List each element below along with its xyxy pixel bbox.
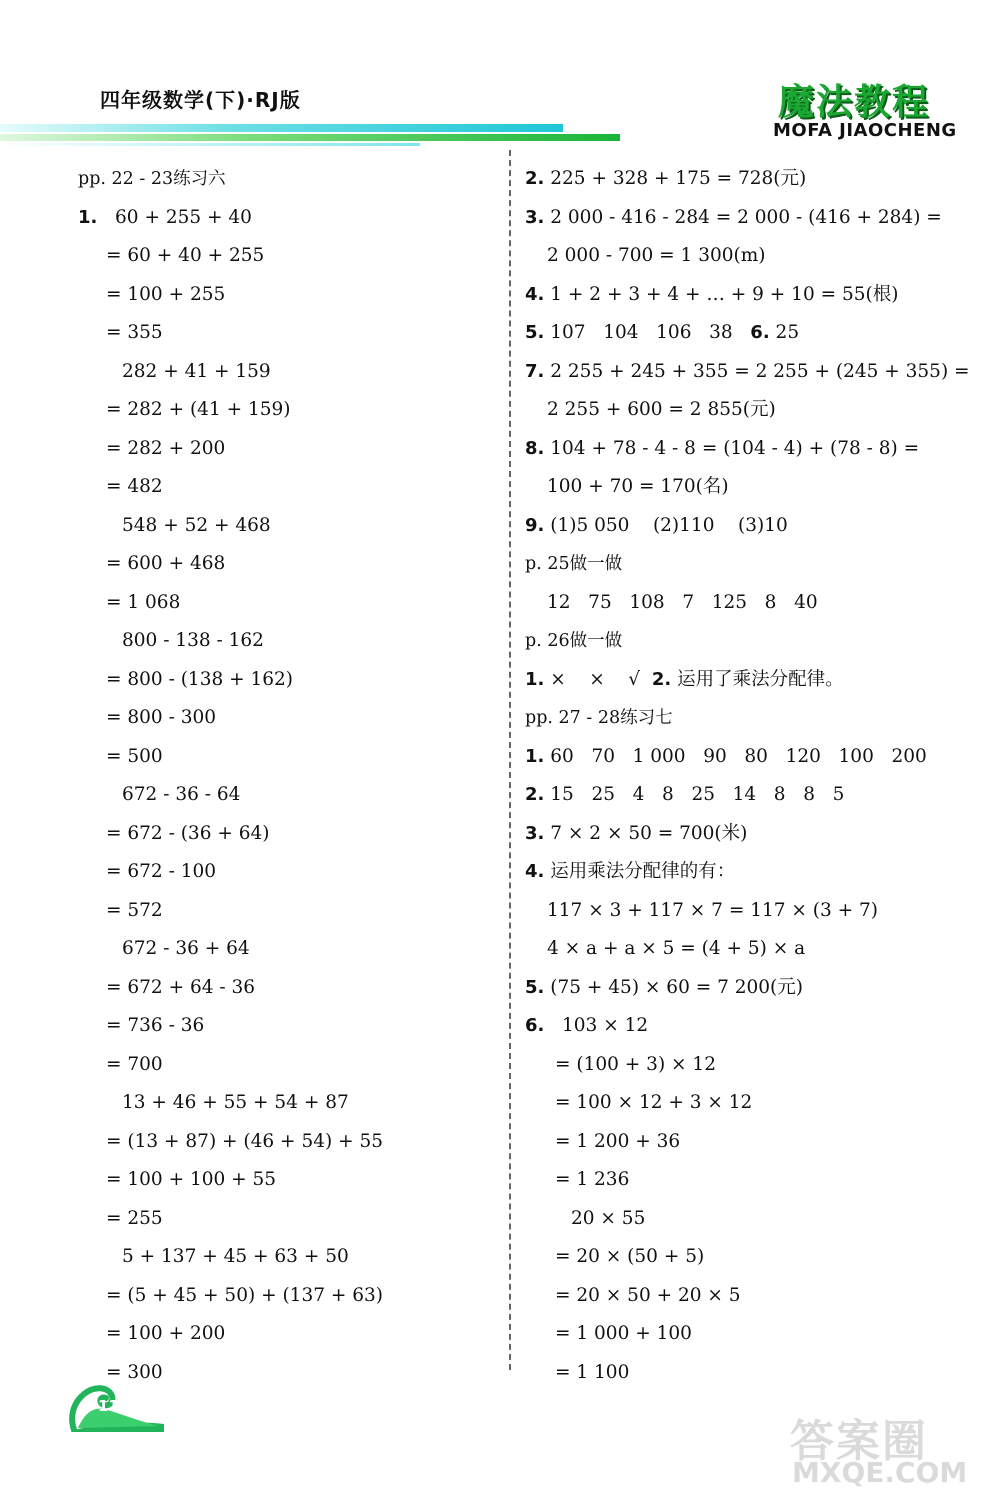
answer-text: pp. 27 - 28练习七: [525, 708, 673, 728]
answer-line: [525, 1277, 965, 1316]
answer-text: p. 26做一做: [525, 631, 623, 651]
answer-line: [78, 969, 518, 1008]
answer-line: [78, 1277, 518, 1316]
answer-line: [525, 699, 965, 738]
answer-text: 282 + 41 + 159: [122, 360, 271, 382]
answer-text: = 572: [106, 899, 163, 921]
answer-line: [525, 1354, 965, 1393]
answer-text: 60 + 255 + 40: [97, 206, 252, 228]
answer-text: 2 000 - 700 = 1 300(m): [547, 245, 766, 266]
answer-text: = 100 + 100 + 55: [106, 1169, 277, 1190]
answer-text: (75 + 45) × 60 = 7 200(元): [544, 976, 803, 998]
answer-text: 100 + 70 = 170(名): [547, 476, 729, 497]
answer-line: [525, 545, 965, 584]
answer-text: 运用了乘法分配律。: [671, 668, 844, 690]
answer-line: [525, 430, 965, 469]
answer-line: [78, 1046, 518, 1085]
answer-text: 104 + 78 - 4 - 8 = (104 - 4) + (78 - 8) =: [544, 437, 920, 459]
column-divider: [509, 150, 511, 1370]
answer-text: 5 + 137 + 45 + 63 + 50: [122, 1246, 349, 1267]
answer-text: 1 + 2 + 3 + 4 + … + 9 + 10 = 55(根): [544, 283, 899, 305]
answer-line: [78, 237, 518, 276]
answer-text: = 800 - (138 + 162): [106, 668, 294, 690]
answer-line: [78, 1315, 518, 1354]
answer-line: [78, 1200, 518, 1239]
answer-line: [525, 622, 965, 661]
answer-text: = 282 + (41 + 159): [106, 399, 291, 420]
answer-line: [78, 699, 518, 738]
answer-text: = 20 × 50 + 20 × 5: [555, 1284, 741, 1306]
answer-text: 12 75 108 7 125 8 40: [547, 591, 818, 613]
answer-text: = 482: [106, 476, 163, 497]
question-number: 1.: [78, 206, 98, 228]
answer-line: [78, 776, 518, 815]
answer-line: [525, 969, 965, 1008]
question-number: 7.: [525, 360, 545, 382]
answer-text: p. 25做一做: [525, 554, 623, 574]
answer-text: 运用乘法分配律的有：: [544, 861, 736, 882]
answer-line: [525, 1007, 965, 1046]
answer-line: [525, 468, 965, 507]
answer-text: 117 × 3 + 117 × 7 = 117 × (3 + 7): [547, 899, 879, 921]
answer-text: 4 × a + a × 5 = (4 + 5) × a: [547, 938, 806, 959]
question-number: 1.: [525, 668, 545, 690]
brand-title: 魔法教程: [778, 82, 931, 123]
page-number: 114: [98, 1397, 130, 1415]
question-number: 4.: [525, 283, 545, 305]
question-number: 2.: [651, 668, 672, 690]
answer-text: = 672 - 100: [106, 861, 217, 882]
answer-line: [525, 1161, 965, 1200]
question-number: 4.: [525, 861, 545, 882]
answer-line: [78, 430, 518, 469]
answer-text: 2 000 - 416 - 284 = 2 000 - (416 + 284) =: [544, 206, 942, 228]
answer-line: [525, 1200, 965, 1239]
answer-line: [525, 815, 965, 854]
answer-text: = 100 + 200: [106, 1323, 226, 1344]
header-stripe-cyan: [0, 124, 563, 132]
answer-text: = (5 + 45 + 50) + (137 + 63): [106, 1284, 384, 1306]
answer-line: [78, 853, 518, 892]
answer-line: [525, 160, 965, 199]
answer-text: 800 - 138 - 162: [122, 630, 264, 651]
question-number: 3.: [525, 206, 545, 228]
answer-text: = 1 236: [555, 1169, 630, 1190]
answer-text: = (13 + 87) + (46 + 54) + 55: [106, 1130, 384, 1152]
answer-line: [78, 815, 518, 854]
answer-text: = 355: [106, 322, 163, 343]
answer-text: 672 - 36 - 64: [122, 784, 241, 805]
header-stripe-green: [0, 134, 620, 141]
answer-line: [525, 314, 965, 353]
answer-line: [525, 237, 965, 276]
answer-text: = 1 068: [106, 591, 181, 613]
answer-text: = 672 - (36 + 64): [106, 822, 270, 844]
answer-text: = 300: [106, 1361, 163, 1383]
answer-line: [525, 1238, 965, 1277]
answer-text: 2 255 + 245 + 355 = 2 255 + (245 + 355) =: [544, 360, 970, 382]
question-number: 1.: [525, 745, 545, 767]
answer-text: = 672 + 64 - 36: [106, 976, 256, 998]
answer-text: = 800 - 300: [106, 707, 217, 728]
answer-line: [78, 545, 518, 584]
answer-line: [78, 468, 518, 507]
answer-line: [78, 892, 518, 931]
answer-text: × × √: [544, 668, 652, 690]
answer-line: [525, 391, 965, 430]
answer-line: [525, 1046, 965, 1085]
answer-line: [525, 930, 965, 969]
answer-line: [525, 276, 965, 315]
question-number: 2.: [525, 168, 545, 189]
answer-text: = 282 + 200: [106, 437, 226, 459]
answer-text: = 1 100: [555, 1361, 630, 1383]
answer-text: = 600 + 468: [106, 553, 226, 574]
brand-pinyin: MOFA JIAOCHENG: [773, 120, 957, 141]
answer-text: (1)5 050 (2)110 (3)10: [544, 514, 788, 536]
answer-line: [525, 507, 965, 546]
answer-text: = 500: [106, 745, 163, 767]
question-number: 3.: [525, 822, 545, 844]
answer-text: = (100 + 3) × 12: [555, 1053, 716, 1075]
answer-line: [525, 661, 965, 700]
answer-text: 672 - 36 + 64: [122, 938, 250, 959]
answer-line: [78, 353, 518, 392]
answer-text: = 100 + 255: [106, 283, 226, 305]
answer-text: = 20 × (50 + 5): [555, 1246, 705, 1267]
answer-line: [525, 1123, 965, 1162]
answer-text: 7 × 2 × 50 = 700(米): [544, 822, 748, 844]
answer-text: pp. 22 - 23练习六: [78, 169, 226, 189]
header-subtitle: 四年级数学(下)·RJ版: [100, 88, 301, 112]
question-number: 8.: [525, 437, 545, 459]
question-number: 5.: [525, 976, 545, 998]
answer-line: [78, 1238, 518, 1277]
answer-text: = 700: [106, 1053, 163, 1075]
answer-line: [78, 314, 518, 353]
answer-text: 225 + 328 + 175 = 728(元): [544, 168, 807, 189]
answer-line: [525, 1315, 965, 1354]
question-number: 6.: [525, 1015, 545, 1036]
answer-text: 13 + 46 + 55 + 54 + 87: [122, 1092, 349, 1113]
answer-line: [78, 1007, 518, 1046]
answer-line: [78, 199, 518, 238]
answer-text: = 255: [106, 1207, 163, 1229]
watermark-url: MXQE.COM: [792, 1456, 968, 1489]
answer-line: [525, 892, 965, 931]
answer-line: [78, 1084, 518, 1123]
right-column: [525, 160, 970, 1392]
answer-line: [78, 661, 518, 700]
answer-line: [78, 507, 518, 546]
answer-line: [78, 584, 518, 623]
header-stripe-cyan-thin: [0, 143, 420, 146]
answer-text: 15 25 4 8 25 14 8 8 5: [544, 784, 845, 805]
answer-line: [78, 1161, 518, 1200]
answer-text: 103 × 12: [544, 1015, 649, 1036]
answer-line: [78, 930, 518, 969]
answer-text: = 1 000 + 100: [555, 1323, 692, 1344]
answer-line: [525, 584, 965, 623]
answer-text: = 100 × 12 + 3 × 12: [555, 1092, 753, 1113]
answer-line: [78, 622, 518, 661]
answer-line: [78, 391, 518, 430]
answer-line: [78, 1123, 518, 1162]
answer-text: 25: [769, 322, 800, 343]
answer-line: [525, 353, 970, 392]
answer-line: [525, 738, 965, 777]
left-column: [78, 160, 518, 1392]
answer-text: = 60 + 40 + 255: [106, 245, 265, 266]
answer-text: = 1 200 + 36: [555, 1130, 681, 1152]
answer-text: = 736 - 36: [106, 1015, 205, 1036]
answer-line: [78, 276, 518, 315]
question-number: 6.: [750, 322, 770, 343]
answer-line: [78, 738, 518, 777]
answer-line: [78, 160, 518, 199]
answer-text: 60 70 1 000 90 80 120 100 200: [544, 745, 927, 767]
watermark: 答案圈: [790, 1416, 928, 1467]
question-number: 9.: [525, 514, 545, 536]
question-number: 5.: [525, 322, 545, 343]
question-number: 2.: [525, 784, 545, 805]
answer-line: [525, 1084, 965, 1123]
answer-text: 2 255 + 600 = 2 855(元): [547, 399, 776, 420]
answer-text: 20 × 55: [571, 1207, 646, 1229]
answer-text: 548 + 52 + 468: [122, 514, 271, 536]
answer-line: [525, 776, 965, 815]
answer-line: [525, 853, 965, 892]
answer-text: 107 104 106 38: [544, 322, 751, 343]
answer-line: [525, 199, 965, 238]
